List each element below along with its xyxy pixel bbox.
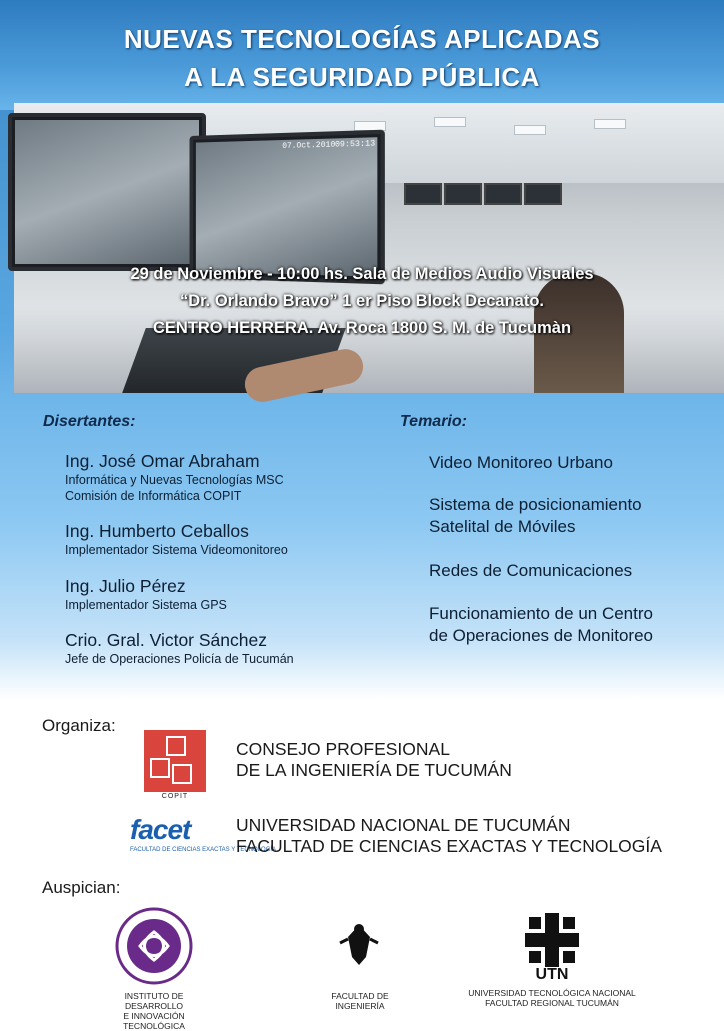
topic-line: de Operaciones de Monitoreo [429,626,653,645]
cctv-screen-left [15,120,199,264]
ceiling-light [514,125,546,135]
speaker-name: Crio. Gral. Victor Sánchez [65,630,267,650]
copit-logo [144,730,206,792]
facet-logo [130,814,277,853]
facet-logo-word: facet [130,814,191,845]
speaker-name: Ing. Humberto Ceballos [65,521,249,541]
fi-seal-logo [318,903,400,985]
right-monitor [190,130,385,285]
speakers-heading: Disertantes: [43,413,136,430]
copit-cube [172,764,192,784]
utn-emblem-logo [525,913,579,967]
topic-line: Video Monitoreo Urbano [429,453,613,472]
topic-item [429,603,653,647]
org2-line2: FACULTAD DE CIENCIAS EXACTAS Y TECNOLOGÍA [236,836,662,856]
wall-screen [404,183,442,205]
org1-name [236,739,512,781]
topic-item [429,560,632,582]
copit-cube [150,758,170,778]
speaker-role: Implementador Sistema GPS [65,598,227,612]
auspician-label: Auspician: [42,878,121,897]
sponsor2-caption [320,991,400,1011]
topic-line: Satelital de Móviles [429,517,576,536]
speaker-role: Jefe de Operaciones Policía de Tucumán [65,652,294,666]
org1-line2: DE LA INGENIERÍA DE TUCUMÁN [236,760,512,780]
speaker-name: Ing. Julio Pérez [65,576,186,596]
sponsor1-caption [95,991,213,1031]
speaker-role: Comisión de Informática COPIT [65,489,242,503]
sponsor2-line2: INGENIERÍA [335,1001,385,1011]
sponsor1-line2: E INNOVACIÓN TECNOLÓGICA [123,1011,185,1031]
org2-line1: UNIVERSIDAD NACIONAL DE TUCUMÁN [236,815,571,835]
topic-line: Redes de Comunicaciones [429,561,633,580]
speaker-name: Ing. José Omar Abraham [65,451,260,471]
sponsor3-caption [462,988,642,1008]
speaker-role: Informática y Nuevas Tecnologías MSC [65,473,284,487]
sponsor2-line1: FACULTAD DE [331,991,389,1001]
sponsor3-line2: FACULTAD REGIONAL TUCUMÁN [485,998,619,1008]
cctv-screen-right [196,137,377,277]
speaker-role: Implementador Sistema Videomonitoreo [65,543,288,557]
wall-screen [524,183,562,205]
event-room-line: “Dr. Orlando Bravo” 1 er Piso Block Decanato. [179,292,545,310]
sponsor1-line1: INSTITUTO DE DESARROLLO [124,991,184,1011]
org2-name [236,815,662,857]
ceiling-light [594,119,626,129]
event-date-line: 29 de Noviembre - 10:00 hs. Sala de Medios Audio Visuales [130,265,594,283]
utn-logo-word: UTN [535,966,569,983]
org1-line1: CONSEJO PROFESIONAL [236,739,450,759]
screen-date: 07.Oct.2010 [282,140,336,152]
facet-logo-sub: FACULTAD DE CIENCIAS EXACTAS Y TECNOLOGÍA [130,847,277,853]
monitoring-room-photo [14,103,724,393]
event-address-line: CENTRO HERRERA. Av. Roca 1800 S. M. de Tucumàn [152,319,572,337]
topic-item [429,494,642,538]
ceiling-light [434,117,466,127]
header-band [0,0,724,110]
topic-item [429,452,613,474]
topic-line: Sistema de posicionamiento [429,495,642,514]
topic-line: Funcionamiento de un Centro [429,604,653,623]
organiza-label: Organiza: [42,716,116,735]
copit-cube [166,736,186,756]
left-monitor [8,113,206,271]
screen-time: 09:53:13 [334,139,376,150]
title-line-2: A LA SEGURIDAD PÚBLICA [184,62,540,92]
topics-heading: Temario: [400,413,467,430]
wall-screen [484,183,522,205]
copit-logo-caption: COPIT [161,793,189,800]
wall-screen [444,183,482,205]
title-line-1: NUEVAS TECNOLOGÍAS APLICADAS [123,24,601,54]
idit-seal-logo [115,907,193,985]
sponsor3-line1: UNIVERSIDAD TECNOLÓGICA NACIONAL [468,988,636,998]
